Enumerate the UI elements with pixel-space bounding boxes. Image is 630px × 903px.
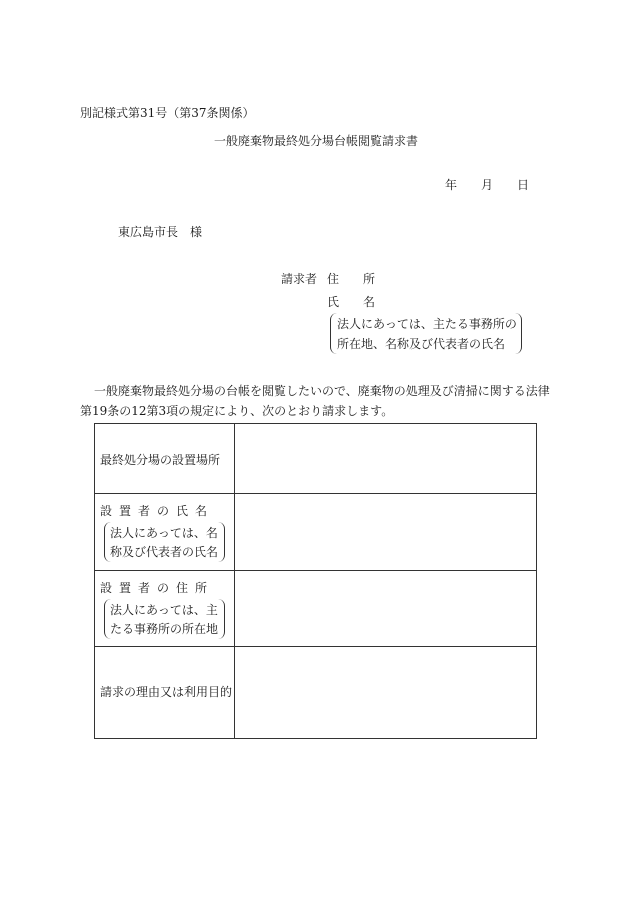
addressee: 東広島市長 様 <box>118 225 203 239</box>
requester-address-label: 住 所 <box>327 272 376 286</box>
owner-name-label: 設置者の氏名 <box>100 504 215 518</box>
form-number: 別記様式第31号（第37条関係） <box>80 106 255 120</box>
body-text-line1: 一般廃棄物最終処分場の台帳を閲覧したいので、廃棄物の処理及び清掃に関する法律 <box>94 384 550 398</box>
date-line: 年 月 日 <box>445 178 530 192</box>
request-table <box>94 423 537 739</box>
owner-name-value[interactable] <box>235 494 536 570</box>
requester-corp-note-line1: 法人にあっては、主たる事務所の <box>337 317 517 331</box>
table-row-owner-address <box>95 571 234 646</box>
owner-name-note-line1: 法人にあっては、名 <box>110 526 218 540</box>
owner-address-note-line2: たる事務所の所在地 <box>110 622 219 636</box>
site-label: 最終処分場の設置場所 <box>100 453 221 467</box>
purpose-value[interactable] <box>235 647 536 739</box>
table-row-owner-name <box>95 494 234 570</box>
owner-address-value[interactable] <box>235 571 536 646</box>
page-title: 一般廃棄物最終処分場台帳閲覧請求書 <box>214 134 419 148</box>
body-text-line2: 第19条の12第3項の規定により、次のとおり請求します。 <box>80 404 394 418</box>
site-value[interactable] <box>235 424 536 493</box>
table-row-site <box>95 424 234 493</box>
requester-name-label: 氏 名 <box>327 295 376 309</box>
owner-address-note-line1: 法人にあっては、主 <box>110 603 218 617</box>
table-row-purpose <box>95 647 234 739</box>
requester-corp-note-line2: 所在地、名称及び代表者の氏名 <box>337 337 506 351</box>
owner-address-label: 設置者の住所 <box>100 581 215 595</box>
purpose-label: 請求の理由又は利用目的 <box>100 685 233 699</box>
owner-name-note-line2: 称及び代表者の氏名 <box>110 545 219 559</box>
requester-label: 請求者 <box>281 272 318 286</box>
